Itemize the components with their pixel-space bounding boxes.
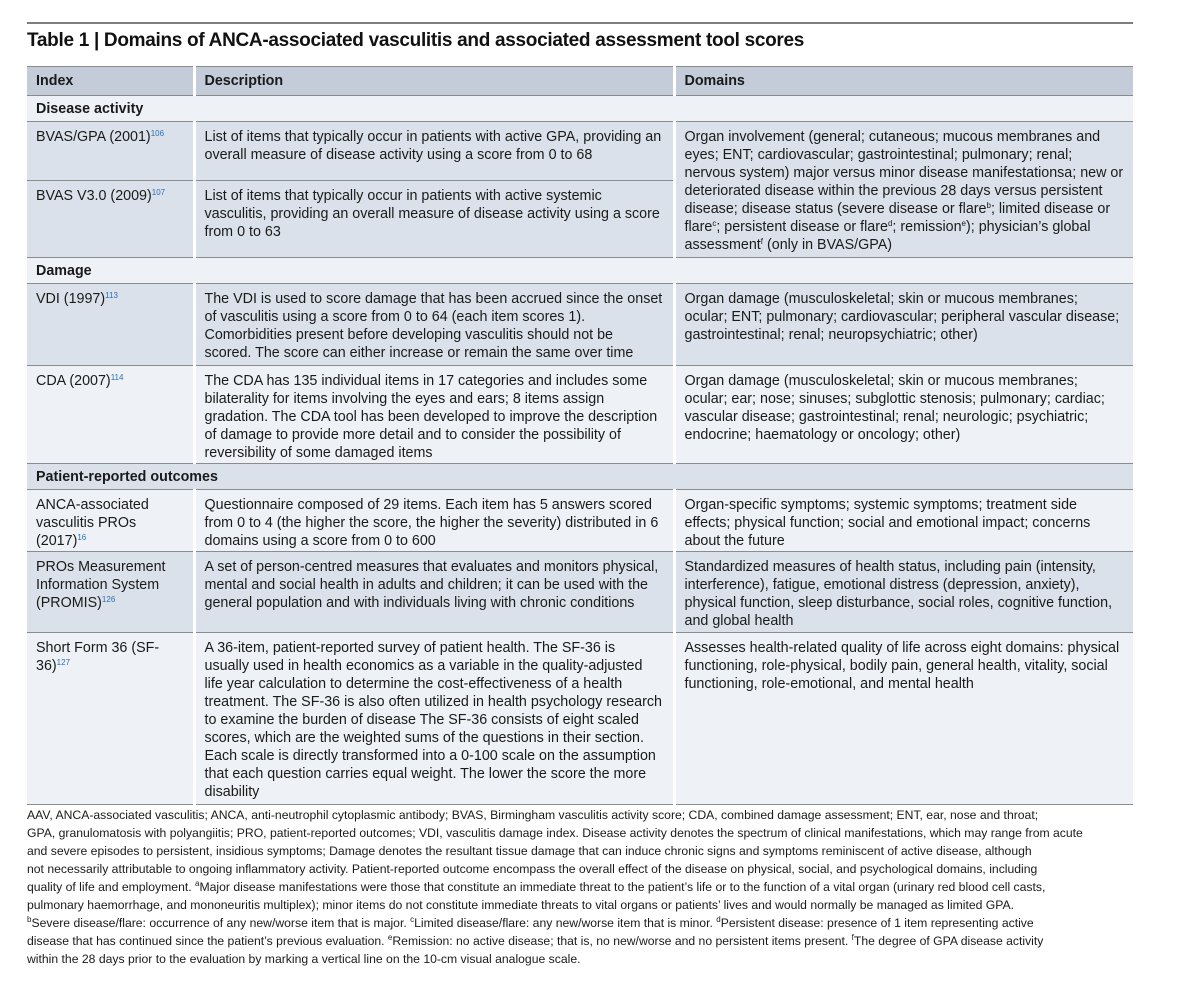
header-index: Index	[27, 67, 194, 96]
section-row	[27, 258, 1133, 284]
table-row-sf36	[27, 633, 1133, 805]
domains-cell: Organ-specific symptoms; systemic symptoms; treatment side effects; physical function; social and emotional impact; concerns about the future	[674, 490, 1133, 552]
domains-cell: Organ damage (musculoskeletal; skin or mucous membranes; ocular; ENT; pulmonary; cardiovascular; peripheral vascular disease; gastrointestinal; renal; neuropsychiatric; other)	[674, 284, 1133, 366]
table-row-cda	[27, 366, 1133, 464]
table-title: Table 1 | Domains of ANCA-associated vasculitis and associated assessment tool scores	[27, 30, 805, 51]
section-damage: Damage	[27, 258, 1133, 284]
description-cell: The VDI is used to score damage that has been accrued since the onset of vasculitis using a score from 0 to 64 (each item scores 1). Comorbidities present before developing vasculitis should not be scored. The score can either increase or remain the same over time	[194, 284, 674, 366]
index-cell: CDA $(2007)^{114}$	[27, 366, 194, 464]
domains-cell: Organ involvement (general; cutaneous; mucous membranes and eyes; ENT; cardiovascular; gastrointestinal; pulmonary; renal; nervous system) major versus minor disease manifestationsa; new or deteriorated disease within the previous 28 days versus persistent disease; disease status (severe disease or flare$^b$; limited disease or flare$^c$; persistent disease or flare$^d$; remission$^e$); physician’s global assessment$^f$ (only in BVAS/GPA)	[674, 122, 1133, 258]
index-cell: BVAS V3.0 $(2009)^{107}$	[27, 181, 194, 258]
reference-link[interactable]: 126	[101, 595, 116, 604]
domains-cell: Assesses health-related quality of life across eight domains: physical functioning, role-physical, bodily pain, general health, vitality, social functioning, role-emotional, and mental health	[674, 633, 1133, 805]
table-footnote: AAV, ANCA-associated vasculitis; ANCA, anti-neutrophil cytoplasmic antibody; BVAS, Birmingham vasculitis activity score; CDA, combined damage assessment; ENT, ear, nose and throat; GPA, granulomatosis with polyangiitis; PRO, patient-reported outcomes; VDI, vasculitis damage index. Disease activity denotes the spectrum of clinical manifestations, which may range from acute and severe episodes to persistent, insidious symptoms; Damage denotes the resultant tissue damage that can induce chronic signs and symptoms reminiscent of active disease, although not necessarily attributable to ongoing inflammatory activity. Patient-reported outcome encompass the overall effect of the disease on physical, social, and psychological domains, including quality of life and employment. $^a$Major disease manifestations were those that constitute an immediate threat to the patient’s life or to the function of a vital organ (urinary red blood cell casts, pulmonary haemorrhage, and mononeuritis multiplex); minor items do not constitute immediate threats to vital organs or patients’ lives and would normally be managed as limited GPA. $^b$Severe disease/flare: occurrence of any new/worse item that is major. $^c$Limited disease/flare: any new/worse item that is minor. $^d$Persistent disease: presence of 1 item representing active disease that has continued since the patient’s previous evaluation. $^e$Remission: no active disease; that is, no new/worse and no persistent items present. $^f$The degree of GPA disease activity within the 28 days prior to the evaluation by marking a vertical line on the 10-cm visual analogue scale.	[27, 808, 1083, 966]
table-header-row	[27, 67, 1133, 96]
table-row-vdi	[27, 284, 1133, 366]
top-rule	[27, 22, 1133, 24]
description-cell: A 36-item, patient-reported survey of patient health. The SF-36 is usually used in health economics as a variable in the quality-adjusted life year calculation to determine the cost-effectiveness of a health treatment. The SF-36 is also often utilized in health psychology research to examine the burden of disease The SF-36 consists of eight scaled scores, which are the weighted sums of the questions in their section. Each scale is directly transformed into a 0-100 scale on the assumption that each question carries equal weight. The lower the score the more disability	[194, 633, 674, 805]
reference-link[interactable]: 106	[150, 129, 165, 138]
table-row-aav-pros	[27, 490, 1133, 552]
description-cell: List of items that typically occur in patients with active GPA, providing an overall measure of disease activity using a score from 0 to 68	[194, 122, 674, 181]
description-cell: List of items that typically occur in patients with active systemic vasculitis, providing an overall measure of disease activity using a score from 0 to 63	[194, 181, 674, 258]
section-row	[27, 96, 1133, 122]
section-patient-reported: Patient-reported outcomes	[27, 464, 1133, 490]
index-cell: VDI $(1997)^{113}$	[27, 284, 194, 366]
domains-cell: Organ damage (musculoskeletal; skin or mucous membranes; ocular; ear; nose; sinuses; subglottic stenosis; pulmonary; cardiac; vascular disease; gastrointestinal; renal; neurologic; psychiatric; endocrine; haematology or oncology; other)	[674, 366, 1133, 464]
reference-link[interactable]: 107	[151, 188, 166, 197]
description-cell: A set of person-centred measures that evaluates and monitors physical, mental and social health in adults and children; it can be used with the general population and with individuals living with chronic conditions	[194, 552, 674, 633]
index-cell: ANCA-associated vasculitis PROs $(2017)^{16}$	[27, 490, 194, 552]
index-cell: PROs Measurement Information System (PROMIS)$^{126}$	[27, 552, 194, 633]
table-row-bvas-gpa	[27, 122, 1133, 181]
assessment-table	[27, 66, 1133, 805]
section-disease-activity: Disease activity	[27, 96, 1133, 122]
index-cell: Short Form 36 $(SF-36)^{127}$	[27, 633, 194, 805]
domains-cell: Standardized measures of health status, including pain (intensity, interference), fatigue, emotional distress (depression, anxiety), physical function, sleep disturbance, social roles, cognitive function, and global health	[674, 552, 1133, 633]
header-domains: Domains	[674, 67, 1133, 96]
description-cell: The CDA has 135 individual items in 17 categories and includes some bilaterality for items involving the eyes and ears; 8 items assign gradation. The CDA tool has been developed to improve the description of damage to provide more detail and to consider the possibility of reversibility of some damaged items	[194, 366, 674, 464]
description-cell: Questionnaire composed of 29 items. Each item has 5 answers scored from 0 to 4 (the higher the score, the higher the severity) distributed in 6 domains using a score from 0 to 600	[194, 490, 674, 552]
reference-link[interactable]: 16	[77, 533, 87, 542]
header-description: Description	[194, 67, 674, 96]
index-cell: BVAS/GPA $(2001)^{106}$	[27, 122, 194, 181]
reference-link[interactable]: 114	[110, 373, 124, 382]
section-row	[27, 464, 1133, 490]
reference-link[interactable]: 113	[105, 291, 118, 300]
reference-link[interactable]: 127	[56, 658, 71, 667]
table-row-promis	[27, 552, 1133, 633]
